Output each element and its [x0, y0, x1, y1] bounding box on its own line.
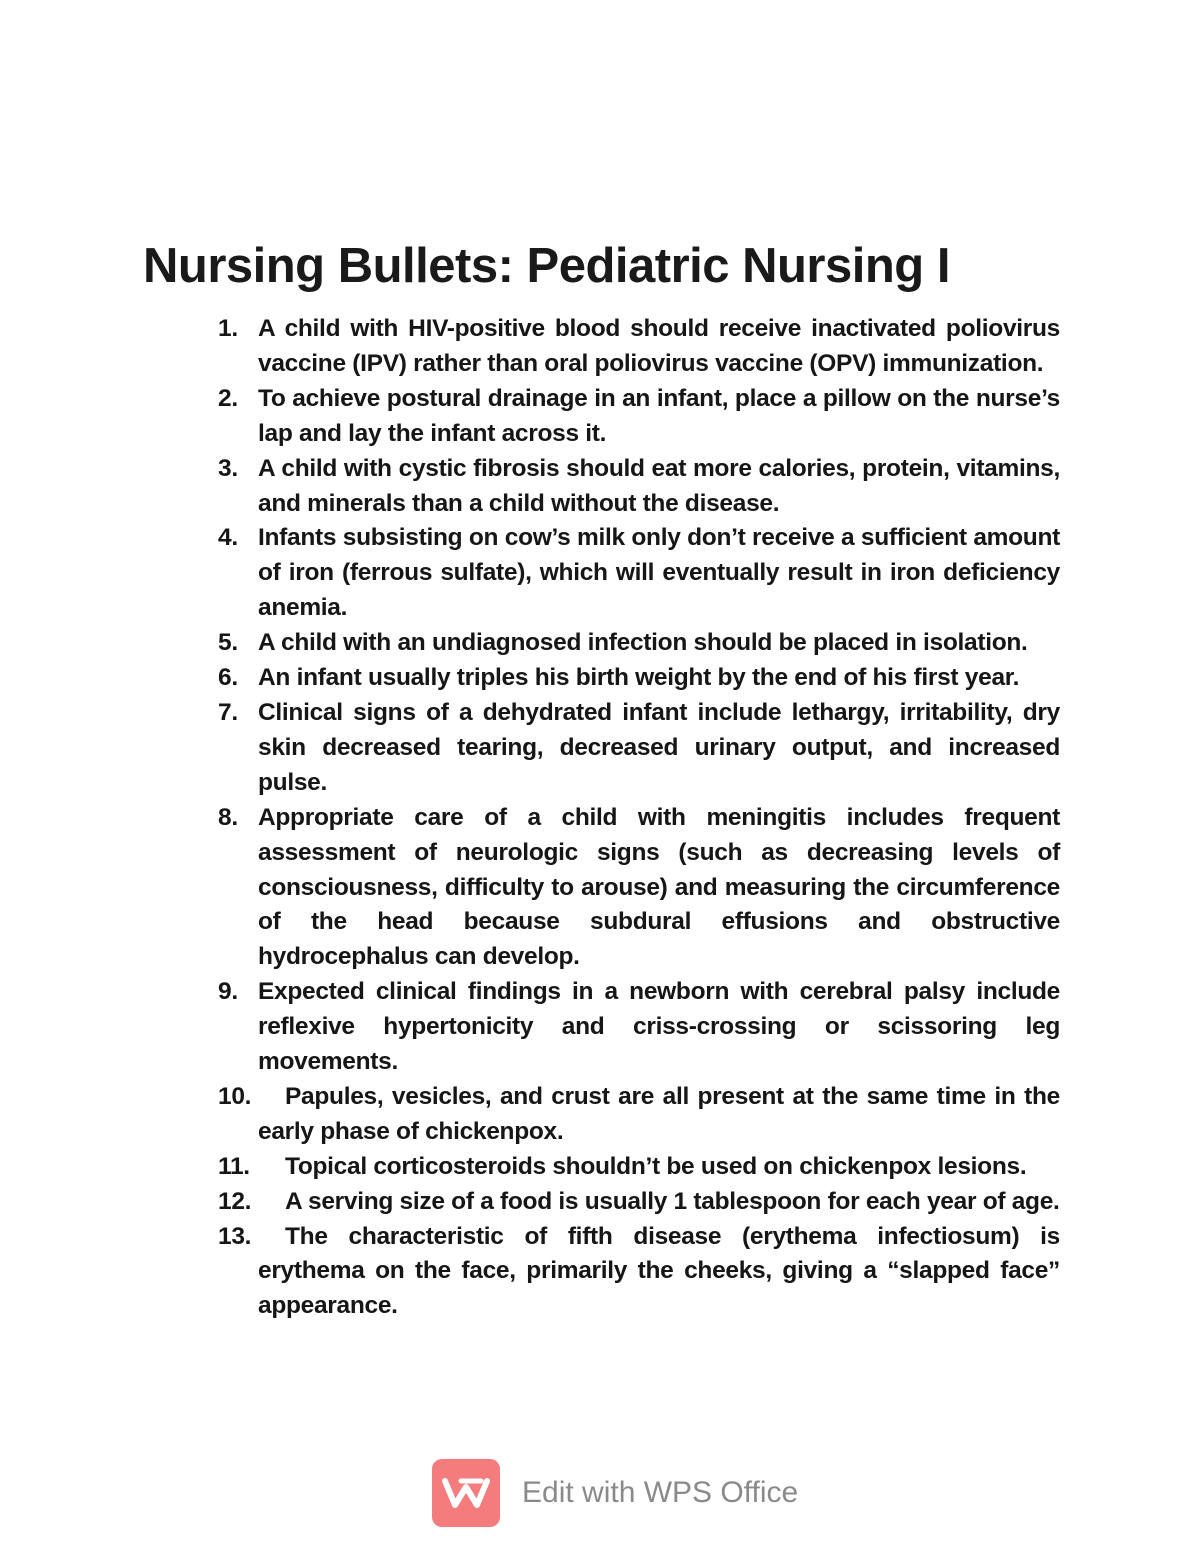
item-text-content: Papules, vesicles, and crust are all present at the same time in the early phase of chickenpox.	[258, 1082, 1060, 1145]
item-number: 6.	[218, 664, 238, 692]
item-number: 4.	[218, 524, 238, 552]
list-item	[218, 626, 1060, 661]
item-number: 13.	[218, 1222, 252, 1250]
item-number: 2.	[218, 384, 238, 412]
item-number: 12.	[218, 1187, 252, 1215]
item-number: 1.	[218, 315, 238, 342]
list-item	[218, 452, 1060, 522]
item-number: 3.	[218, 454, 238, 482]
item-number: 8.	[218, 803, 238, 831]
list-item	[218, 521, 1060, 626]
list-item	[218, 1185, 1060, 1220]
page-title: Nursing Bullets: Pediatric Nursing I	[143, 239, 950, 293]
list-item	[218, 312, 1060, 382]
item-text	[258, 1080, 1060, 1150]
list-item	[218, 1150, 1060, 1185]
item-text: A child with an undiagnosed infection should be placed in isolation.	[258, 629, 1028, 657]
item-text: A child with cystic fibrosis should eat more calories, protein, vitamins, and minerals than a child without the disease.	[258, 454, 1060, 517]
list-item	[218, 801, 1060, 976]
item-text-content: The characteristic of fifth disease (erythema infectiosum) is erythema on the face, primarily the cheeks, giving a “slapped face” appearance.	[258, 1222, 1060, 1320]
item-text	[258, 1185, 1060, 1220]
item-number: 7.	[218, 698, 238, 726]
list-item	[218, 1220, 1060, 1325]
item-text	[258, 1150, 1060, 1185]
list-item	[218, 382, 1060, 452]
wps-edit-label: Edit with WPS Office	[522, 1476, 799, 1509]
item-text: A child with HIV-positive blood should receive inactivated poliovirus vaccine (IPV) rather than oral poliovirus vaccine (OPV) immunization.	[258, 315, 1060, 377]
item-number: 9.	[218, 978, 238, 1006]
item-text: Infants subsisting on cow’s milk only don’t receive a sufficient amount of iron (ferrous sulfate), which will eventually result in iron deficiency anemia.	[258, 524, 1060, 622]
item-text-content: A serving size of a food is usually 1 tablespoon for each year of age.	[285, 1187, 1060, 1215]
wps-watermark[interactable]	[432, 1459, 798, 1527]
wps-logo-icon	[432, 1459, 500, 1527]
item-text: Expected clinical findings in a newborn with cerebral palsy include reflexive hypertonicity and criss-crossing or scissoring leg movements.	[258, 978, 1060, 1076]
item-text: To achieve postural drainage in an infant, place a pillow on the nurse’s lap and lay the infant across it.	[258, 384, 1060, 447]
list-item	[218, 661, 1060, 696]
item-text-content: Topical corticosteroids shouldn’t be used on chickenpox lesions.	[285, 1152, 1027, 1180]
item-text: Appropriate care of a child with meningitis includes frequent assessment of neurologic signs (such as decreasing levels of consciousness, difficulty to arouse) and measuring the circumference of the head because subdural effusions and obstructive hydrocephalus can develop.	[258, 803, 1060, 971]
item-text	[258, 1220, 1060, 1325]
list-item	[218, 975, 1060, 1080]
item-number: 10.	[218, 1082, 252, 1110]
item-number: 5.	[218, 629, 238, 657]
item-number: 11.	[218, 1152, 250, 1180]
item-text: An infant usually triples his birth weight by the end of his first year.	[258, 664, 1020, 692]
list-item	[218, 1080, 1060, 1150]
item-text: Clinical signs of a dehydrated infant include lethargy, irritability, dry skin decreased tearing, decreased urinary output, and increased pulse.	[258, 698, 1060, 796]
list-item	[218, 696, 1060, 801]
bullet-list	[218, 312, 1060, 1324]
